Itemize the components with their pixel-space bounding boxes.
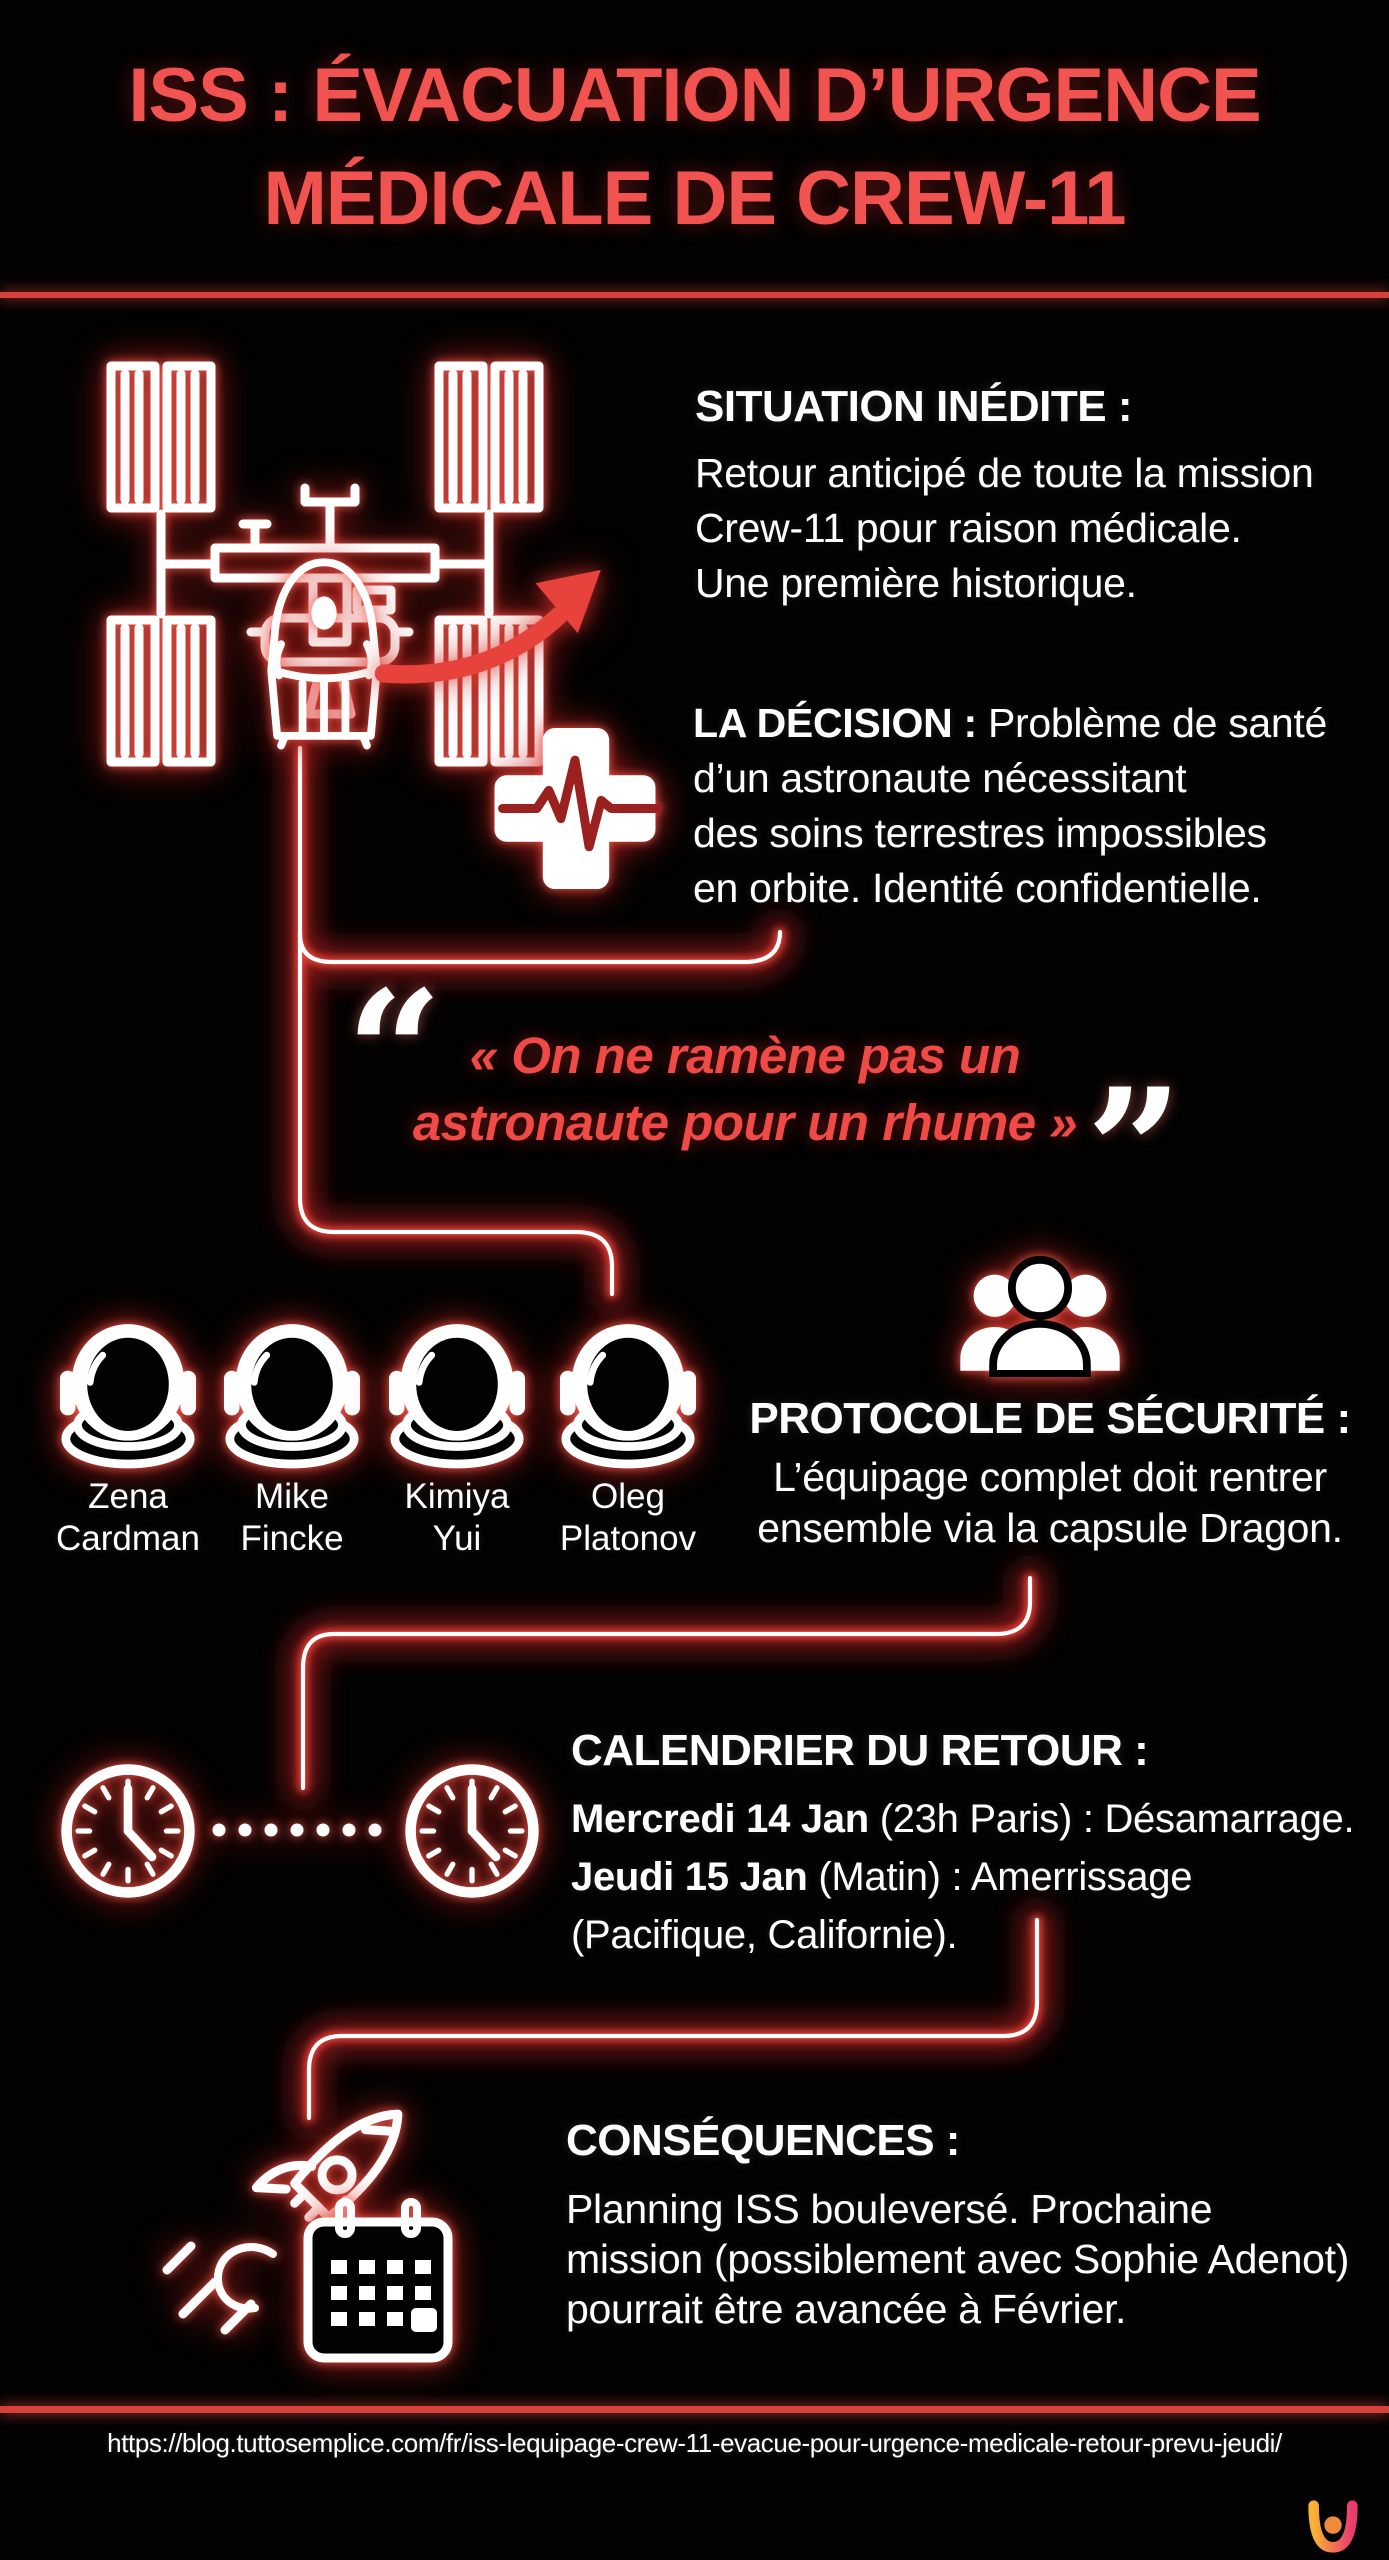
crew-first-name: Mike	[255, 1477, 329, 1516]
close-quote-icon: ”	[1086, 1051, 1183, 1249]
consequences-line: mission (possiblement avec Sophie Adenot)	[566, 2236, 1350, 2282]
source-url: https://blog.tuttosemplice.com/fr/iss-lequipage-crew-11-evacue-pour-urgence-medicale-retour-prevu-jeudi/	[107, 2428, 1282, 2458]
section-calendrier	[571, 1726, 1354, 1964]
crew-first-name: Zena	[88, 1477, 168, 1516]
consequences-heading: CONSÉQUENCES :	[566, 2116, 960, 2165]
calendrier-date2: Jeudi 15 Jan	[571, 1855, 808, 1899]
decision-line: des soins terrestres impossibles	[693, 810, 1267, 856]
section-situation	[695, 382, 1314, 611]
situation-line: Retour anticipé de toute la mission	[695, 450, 1314, 496]
quote-text	[392, 1022, 1098, 1156]
tuttosemplice-logo	[1304, 2498, 1362, 2556]
consequences-line: pourrait être avancée à Février.	[566, 2286, 1127, 2332]
dotted-timeline	[210, 1820, 390, 1840]
crew-name	[200, 1476, 384, 1560]
crew-name	[536, 1476, 720, 1560]
astronaut-helmet-icon	[560, 1322, 696, 1470]
astronaut-helmet-icon	[389, 1322, 525, 1470]
astronaut-helmet-icon	[224, 1322, 360, 1470]
medical-cross-ecg-icon	[492, 726, 664, 892]
calendrier-line3: (Pacifique, Californie).	[571, 1913, 958, 1957]
clock-icon	[400, 1759, 544, 1903]
crew-last-name: Yui	[432, 1519, 482, 1558]
red-curved-arrow-icon	[372, 566, 607, 686]
calendar-icon	[303, 2198, 453, 2366]
calendrier-line2-rest: (Matin) : Amerrissage	[807, 1855, 1193, 1899]
section-decision	[693, 696, 1327, 916]
crew-name	[365, 1476, 549, 1560]
situation-line: Une première historique.	[695, 560, 1137, 606]
decision-heading: LA DÉCISION :	[693, 700, 977, 746]
protocole-line: L’équipage complet doit rentrer	[773, 1454, 1327, 1500]
quote-line1: « On ne ramène pas un	[469, 1027, 1021, 1084]
protocole-heading: PROTOCOLE DE SÉCURITÉ :	[749, 1394, 1351, 1443]
quote-line2: astronaute pour un rhume »	[412, 1094, 1078, 1151]
crew-last-name: Cardman	[56, 1519, 200, 1558]
crew-first-name: Kimiya	[404, 1477, 510, 1516]
decision-line: en orbite. Identité confidentielle.	[693, 865, 1262, 911]
crew-group-icon	[954, 1252, 1126, 1377]
crew-last-name: Fincke	[240, 1519, 344, 1558]
calendrier-heading: CALENDRIER DU RETOUR :	[571, 1726, 1149, 1775]
calendrier-line1-rest: (23h Paris) : Désamarrage.	[868, 1797, 1355, 1841]
crew-name	[36, 1476, 220, 1560]
situation-line: Crew-11 pour raison médicale.	[695, 505, 1242, 551]
clock-icon	[56, 1759, 200, 1903]
calendrier-date1: Mercredi 14 Jan	[571, 1797, 869, 1841]
decision-heading-rest: Problème de santé	[976, 700, 1328, 746]
bottom-separator-line	[0, 2406, 1389, 2413]
page-title-line1: ISS : ÉVACUATION D’URGENCE	[128, 53, 1261, 138]
astronaut-helmet-icon	[60, 1322, 196, 1470]
situation-heading: SITUATION INÉDITE :	[695, 382, 1133, 431]
decision-line: d’un astronaute nécessitant	[693, 755, 1187, 801]
section-consequences	[566, 2116, 1349, 2334]
consequences-line: Planning ISS bouleversé. Prochaine	[566, 2186, 1213, 2232]
crew-first-name: Oleg	[591, 1477, 665, 1516]
protocole-line: ensemble via la capsule Dragon.	[757, 1505, 1343, 1551]
crew-last-name: Platonov	[559, 1519, 697, 1558]
page-title-line2: MÉDICALE DE CREW-11	[263, 156, 1126, 242]
section-protocole	[748, 1394, 1352, 1554]
open-quote-icon: “	[346, 953, 443, 1151]
